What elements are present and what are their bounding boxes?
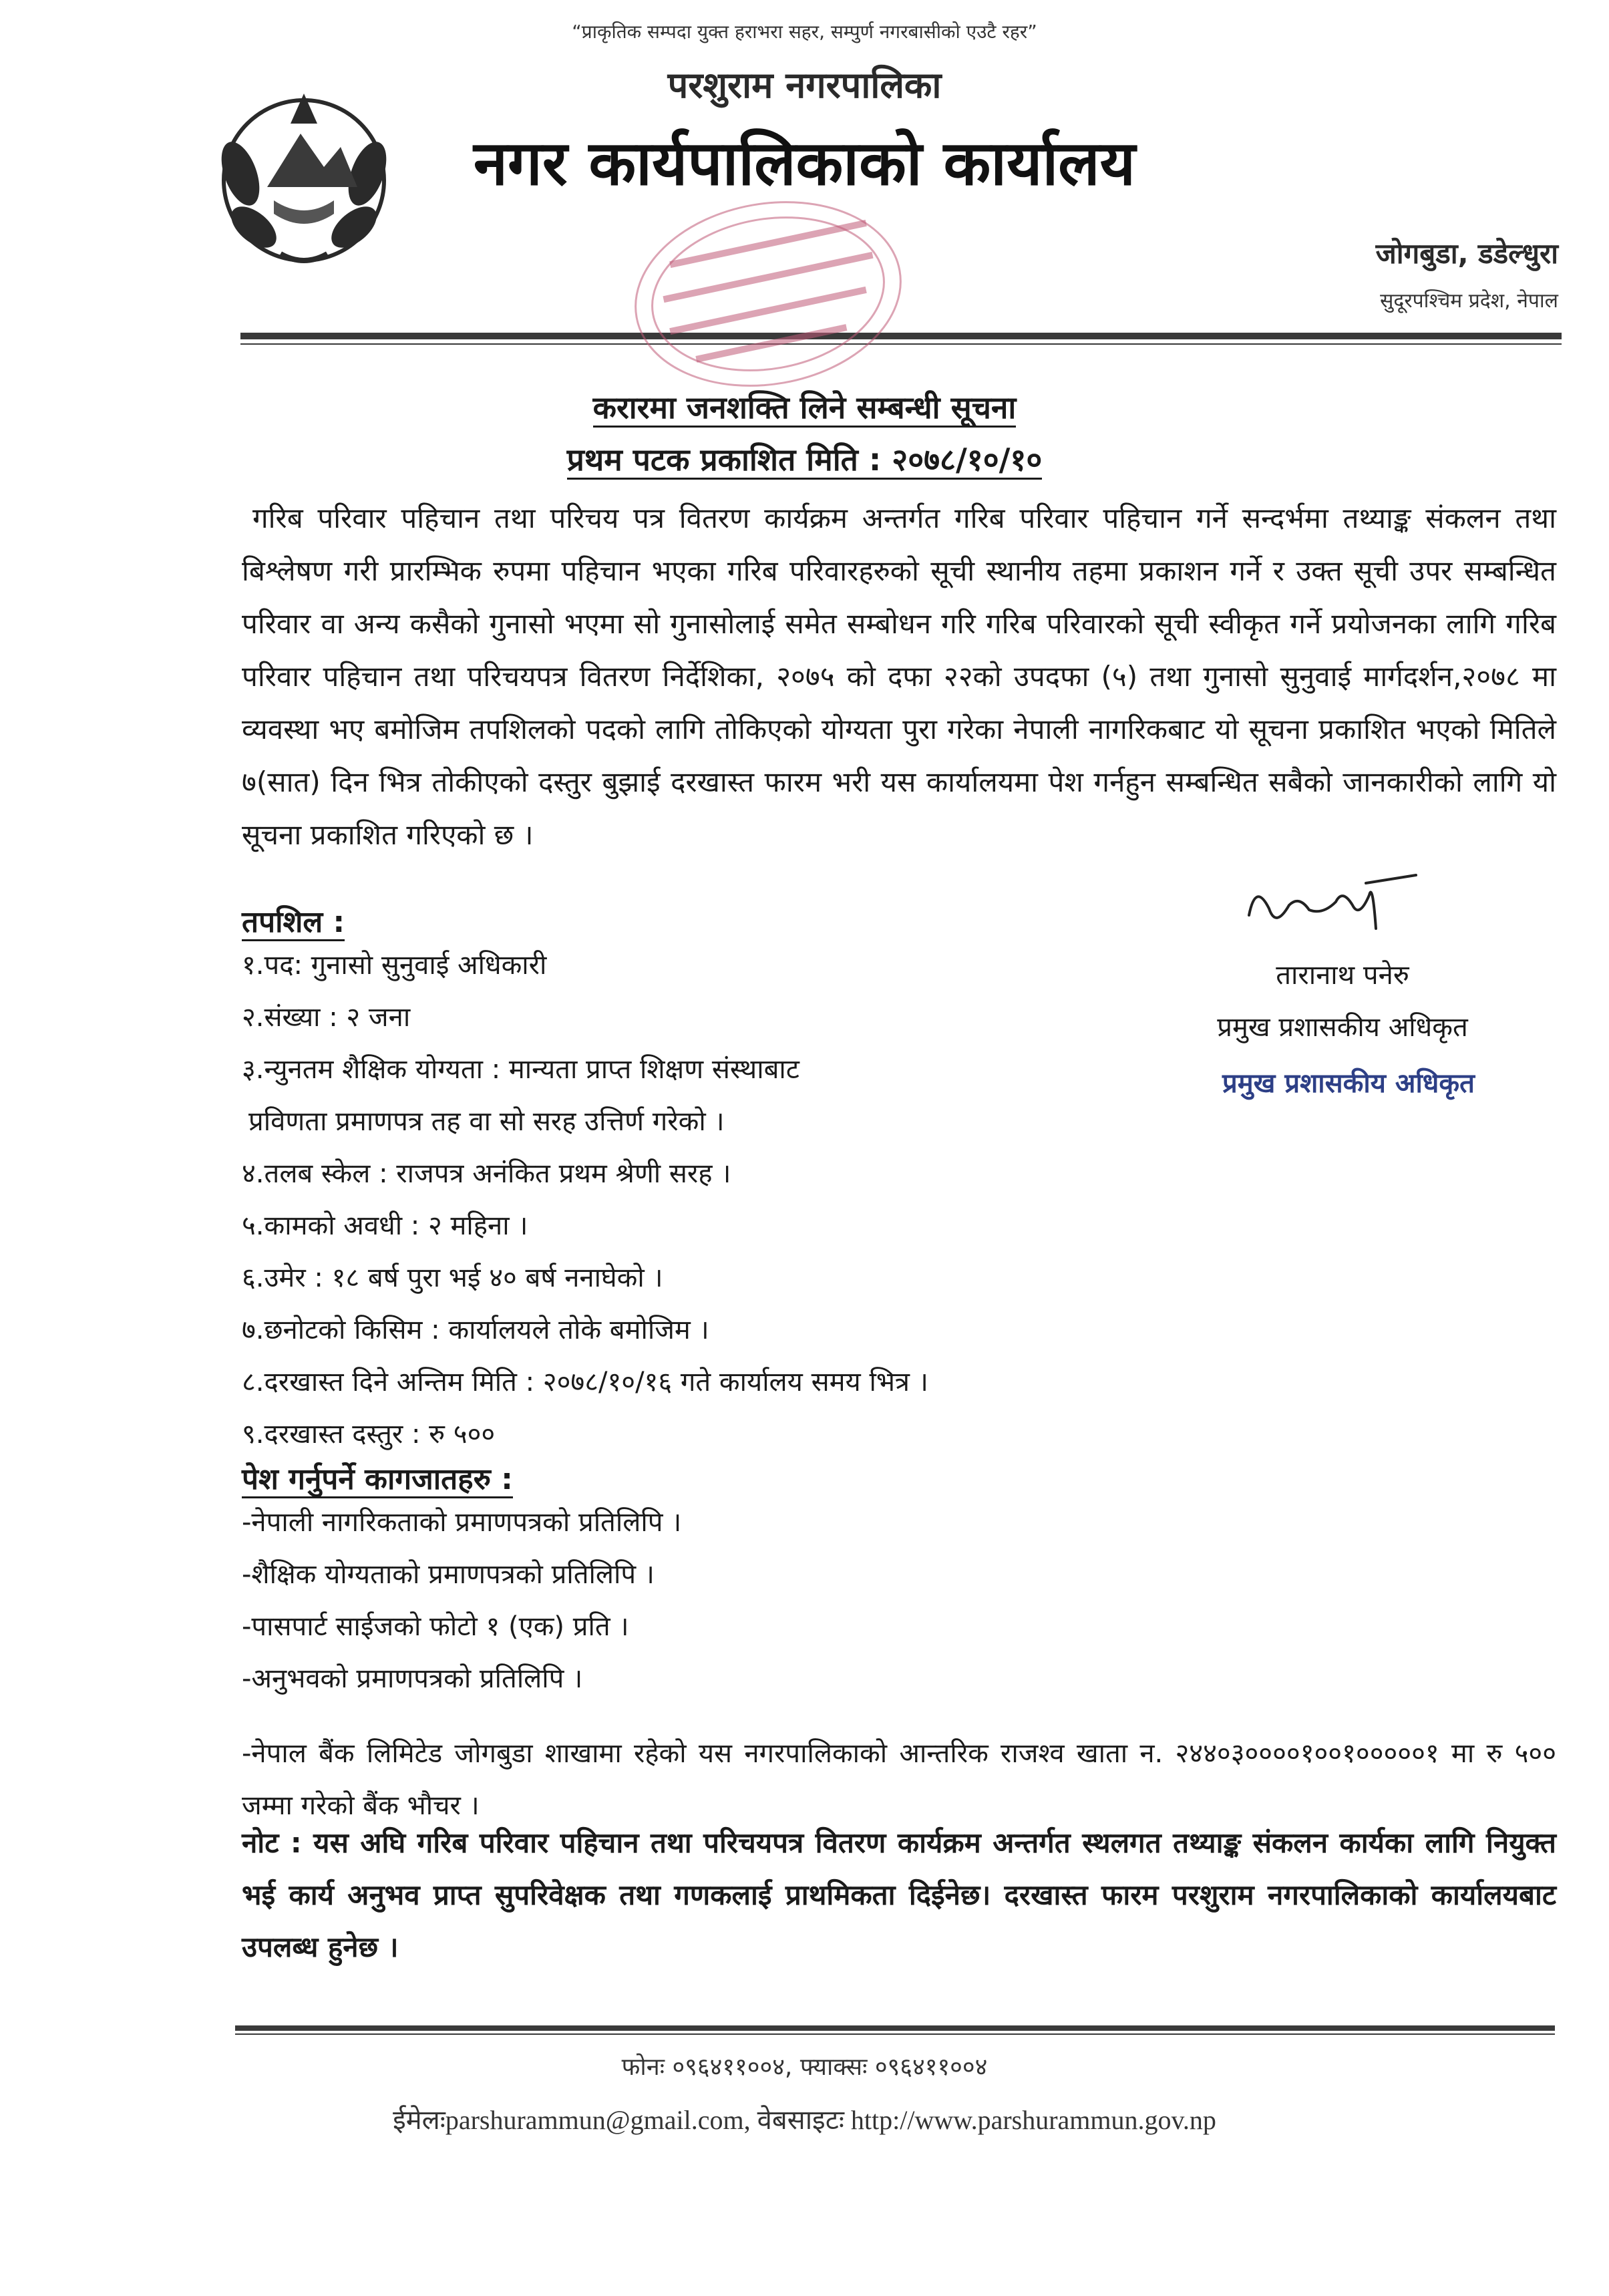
government-emblem-icon <box>200 73 407 281</box>
detail-item: २.संख्या : २ जना <box>242 1002 411 1033</box>
detail-item: ८.दरखास्त दिने अन्तिम मिति : २०७८/१०/१६ गते कार्यालय समय भित्र । <box>242 1367 928 1398</box>
footer-phone-fax: फोनः ०९६४११००४, फ्याक्सः ०९६४११००४ <box>621 2054 988 2081</box>
detail-item: ५.कामको अवधी : २ महिना । <box>242 1210 528 1241</box>
detail-item: ९.दरखास्त दस्तुर : रु ५०० <box>242 1419 496 1450</box>
documents-heading: पेश गर्नुपर्ने कागजातहरु : <box>242 1458 513 1498</box>
address-line-2: सुदूरपश्चिम प्रदेश, नेपाल <box>1380 289 1558 313</box>
notice-title: करारमा जनशक्ति लिने सम्बन्धी सूचना <box>0 386 1609 428</box>
details-heading: तपशिल : <box>242 900 345 941</box>
office-seal-stamp <box>621 194 915 414</box>
municipality-name: परशुराम नगरपालिका <box>667 64 942 106</box>
document-item: -पासपार्ट साईजको फोटो १ (एक) प्रति । <box>242 1611 629 1642</box>
notice-body: गरिब परिवार पहिचान तथा परिचय पत्र वितरण कार्यक्रम अन्तर्गत गरिब परिवार पहिचान गर्ने सन्दर्भमा तथ्याङ्क संकलन तथा बिश्लेषण गरी प्रारम्भिक रुपमा पहिचान भएका गरिब परिवारहरुको सूची स्थानीय तहमा प्रकाशन गर्ने र उक्त सूची उपर सम्बन्धित परिवार वा अन्य कसैको गुनासो भएमा सो गुनासोलाई समेत सम्बोधन गरि गरिब परिवारको सूची स्वीकृत गर्ने प्रयोजनका लागि गरिब परिवार पहिचान तथा परिचयपत्र वितरण निर्देशिका, २०७५ को दफा २२को उपदफा (५) तथा गुनासो सुनुवाई मार्गदर्शन,२०७८ मा व्यवस्था भए बमोजिम तपशिलको पदको लागि तोकिएको योग्यता पुरा गरेका नेपाली नागरिकबाट यो सूचना प्रकाशित भएको मितिले ७(सात) दिन भित्र तोकीएको दस्तुर बुझाई दरखास्त फारम भरी यस कार्यालयमा पेश गर्नहुन सम्बन्धित सबैको जानकारीको लागि यो सूचना प्रकाशित गरिएको छ । <box>242 502 1556 851</box>
signature <box>1236 868 1423 942</box>
designation-stamp: प्रमुख प्रशासकीय अधिकृत <box>1222 1068 1475 1099</box>
signatory-name: तारानाथ पनेरु <box>1276 960 1409 991</box>
detail-item: ६.उमेर : १८ बर्ष पुरा भई ४० बर्ष ननाघेको । <box>242 1263 663 1293</box>
note: नोट : यस अघि गरिब परिवार पहिचान तथा परिचयपत्र वितरण कार्यक्रम अन्तर्गत स्थलगत तथ्याङ्क संकलन कार्यका लागि नियुक्त भई कार्य अनुभव प्राप्त सुपरिवेक्षक तथा गणकलाई प्राथमिकता दिईनेछ। दरखास्त फारम परशुराम नगरपालिकाको कार्यालयबाट उपलब्ध हुनेछ । <box>242 1826 1556 1963</box>
office-name: नगर कार्यपालिकाको कार्यालय <box>473 128 1136 199</box>
detail-item: ३.न्युनतम शैक्षिक योग्यता : मान्यता प्राप्त शिक्षण संस्थाबाट <box>242 1054 799 1085</box>
detail-item: प्रविणता प्रमाणपत्र तह वा सो सरह उत्तिर्ण गरेको । <box>248 1106 725 1137</box>
published-date: प्रथम पटक प्रकाशित मिति : २०७८/१०/१० <box>0 438 1609 480</box>
signatory-designation: प्रमुख प्रशासकीय अधिकृत <box>1217 1012 1468 1043</box>
detail-item: ७.छनोटको किसिम : कार्यालयले तोके बमोजिम । <box>242 1315 709 1345</box>
document-item: -शैक्षिक योग्यताको प्रमाणपत्रको प्रतिलिपि । <box>242 1559 655 1590</box>
detail-item: १.पद: गुनासो सुनुवाई अधिकारी <box>242 950 547 981</box>
document-item: -अनुभवको प्रमाणपत्रको प्रतिलिपि । <box>242 1663 583 1694</box>
document-item: -नेपाली नागरिकताको प्रमाणपत्रको प्रतिलिपि । <box>242 1507 682 1538</box>
detail-item: ४.तलब स्केल : राजपत्र अनंकित प्रथम श्रेणी सरह । <box>242 1158 731 1189</box>
address-line-1: जोगबुडा, डडेल्धुरा <box>1375 237 1558 270</box>
footer-email-website: ईमेलःparshurammun@gmail.com, वेबसाइटः http://www.parshurammun.gov.np <box>393 2105 1216 2135</box>
motto: “प्राकृतिक सम्पदा युक्त हराभरा सहर, सम्पुर्ण नगरबासीको एउटै रहर” <box>572 21 1037 43</box>
footer-divider-thin <box>235 2033 1555 2035</box>
footer-divider <box>235 2025 1555 2031</box>
document-item-bank-voucher: -नेपाल बैंक लिमिटेड जोगबुडा शाखामा रहेको यस नगरपालिकाको आन्तरिक राजश्व खाता न. २४४०३००००१००१०००००१ मा रु ५०० जम्मा गरेको बैंक भौचर । <box>242 1738 1556 1821</box>
